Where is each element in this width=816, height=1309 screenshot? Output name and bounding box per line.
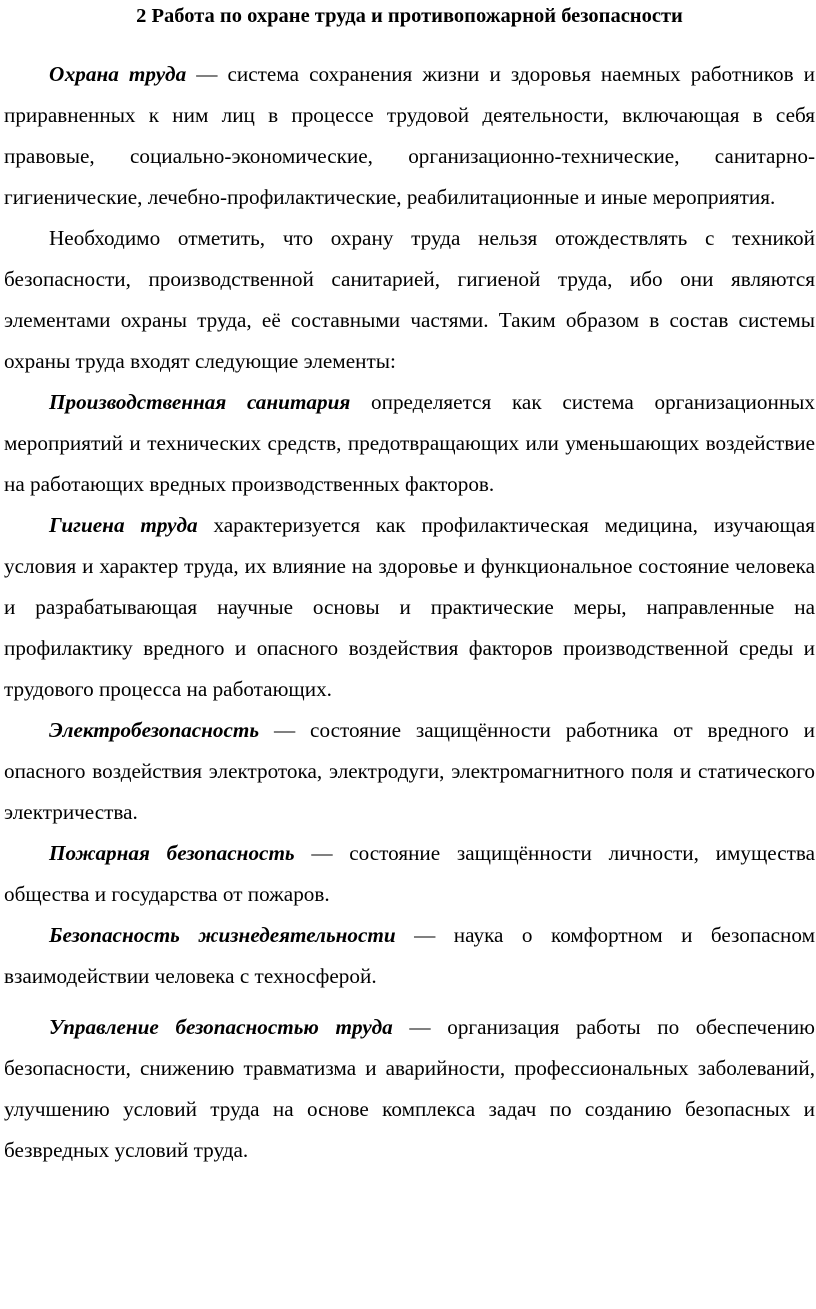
definition-safety-management: — организация работы по обеспечению безопасности, снижению травматизма и аварийности, профессиональных заболеваний, улучшению условий труда на основе комплекса задач по созданию безопасных и безвредных условий труда.: [4, 1015, 816, 1162]
paragraph-labor-protection: [4, 54, 815, 218]
term-life-safety: Безопасность жизнедеятельности: [49, 923, 396, 947]
term-fire-safety: Пожарная безопасность: [49, 841, 295, 865]
paragraph-industrial-sanitation: [4, 382, 815, 505]
term-labor-hygiene: Гигиена труда: [49, 513, 198, 537]
term-labor-protection: Охрана труда: [49, 62, 187, 86]
section-title: 2 Работа по охране труда и противопожарной безопасности: [136, 5, 683, 27]
paragraph-safety-management: [4, 1007, 815, 1171]
note-text: Необходимо отметить, что охрану труда нельзя отождествлять с техникой безопасности, производственной санитарией, гигиеной труда, ибо они являются элементами охраны труда, её составными частями. Таким образом в состав системы охраны труда входят следующие элементы:: [4, 226, 815, 373]
paragraph-life-safety: [4, 915, 815, 997]
paragraph-fire-safety: [4, 833, 815, 915]
definition-industrial-sanitation: определяется как система организационных мероприятий и технических средств, предотвращающих или уменьшающих воздействие на работающих вредных производственных факторов.: [4, 390, 815, 496]
definition-fire-safety: — состояние защищённости личности, имущества общества и государства от пожаров.: [4, 841, 815, 906]
paragraph-labor-hygiene: [4, 505, 815, 710]
term-industrial-sanitation: Производственная санитария: [49, 390, 351, 414]
definition-labor-protection: — система сохранения жизни и здоровья наемных работников и приравненных к ним лиц в процессе трудовой деятельности, включающая в себя правовые, социально-экономические, организационно-технические, санитарно-гигиенические, лечебно-профилактические, реабилитационные и иные мероприятия.: [4, 62, 815, 209]
definition-life-safety: — наука о комфортном и безопасном взаимодействии человека с техносферой.: [4, 923, 815, 988]
term-safety-management: Управление безопасностью труда: [49, 1015, 393, 1039]
term-electrical-safety: Электробезопасность: [49, 718, 260, 742]
paragraph-note: [4, 218, 815, 382]
paragraph-electrical-safety: [4, 710, 815, 833]
definition-labor-hygiene: характеризуется как профилактическая медицина, изучающая условия и характер труда, их влияние на здоровье и функциональное состояние человека и разрабатывающая научные основы и практические меры, направленные на профилактику вредного и опасного воздействия факторов производственной среды и трудового процесса на работающих.: [4, 513, 815, 701]
definition-electrical-safety: — состояние защищённости работника от вредного и опасного воздействия электротока, электродуги, электромагнитного поля и статического электричества.: [4, 718, 815, 824]
